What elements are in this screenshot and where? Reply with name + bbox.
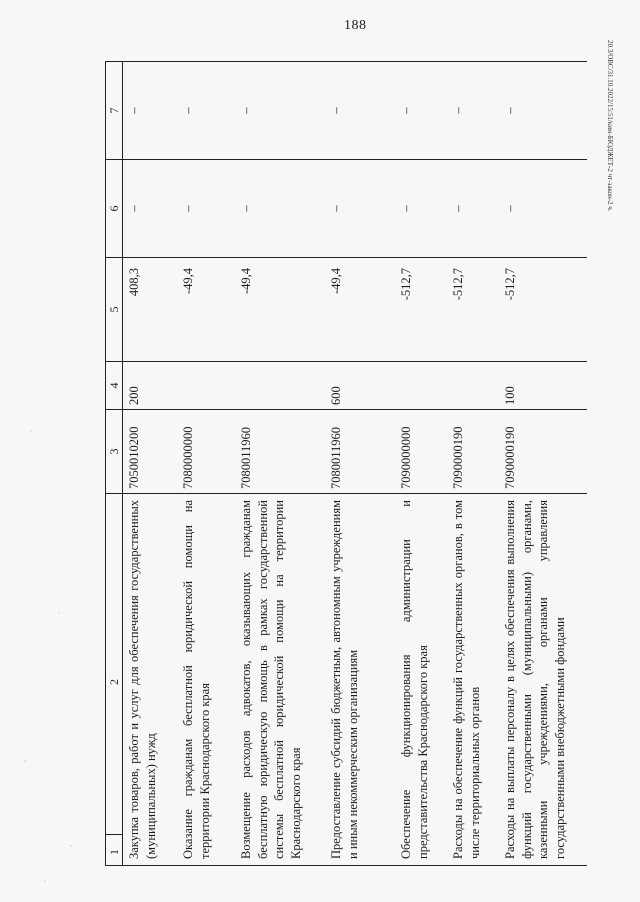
table-row — [325, 62, 395, 866]
row-code: 7080011960 — [325, 410, 395, 494]
row-col6: – — [499, 160, 587, 258]
row-name: Обеспечение функционирования администрации и представительства Краснодарского края — [395, 494, 447, 866]
side-stamp-text: 20.3/ОВС/31.10.2022/15:51/ким-БЮДЖЕТ-2 чт-закон-2 ч. — [606, 40, 614, 212]
header-cell-4: 4 — [106, 362, 123, 410]
row-col7: – — [447, 62, 499, 160]
row-col6: – — [325, 160, 395, 258]
row-sum: -49,4 — [177, 258, 235, 362]
row-sum: -49,4 — [235, 258, 325, 362]
table-row — [235, 62, 325, 866]
side-stamp — [600, 40, 620, 760]
row-code: 7050010200 — [123, 410, 177, 494]
row-name: Оказание гражданам бесплатной юридической помощи на территории Краснодарского края — [177, 494, 235, 866]
rotated-table — [105, 62, 585, 866]
row-col6: – — [447, 160, 499, 258]
row-name: Предоставление субсидий бюджетным, автономным учреждениям и иным некоммерческим организациям — [325, 494, 395, 866]
row-sum: 408,3 — [123, 258, 177, 362]
row-type — [177, 362, 235, 410]
row-sum: -512,7 — [395, 258, 447, 362]
scan-speck — [30, 430, 32, 432]
row-name: Закупка товаров, работ и услуг для обеспечения государственных (муниципальных) нужд — [123, 494, 177, 866]
row-sum: -512,7 — [447, 258, 499, 362]
row-code: 7080011960 — [235, 410, 325, 494]
header-label: 1 — [107, 849, 121, 855]
header-row — [106, 62, 123, 866]
row-col6: – — [235, 160, 325, 258]
row-col7: – — [499, 62, 587, 160]
table-row — [395, 62, 447, 866]
row-name: Возмещение расходов адвокатов, оказывающих гражданам бесплатную юридическую помощь в рамках государственной системы бесплатной юридической помощи на территории Краснодарского края — [235, 494, 325, 866]
row-type: 100 — [499, 362, 587, 410]
header-cell-7: 7 — [106, 62, 123, 160]
header-cell-1 — [106, 494, 123, 866]
table-row — [123, 62, 177, 866]
row-code: 7090000190 — [499, 410, 587, 494]
budget-table — [105, 61, 587, 866]
row-type — [395, 362, 447, 410]
page-number: 188 — [344, 18, 367, 33]
table-row — [447, 62, 499, 866]
row-col7: – — [395, 62, 447, 160]
row-col7: – — [325, 62, 395, 160]
row-sum: -512,7 — [499, 258, 587, 362]
header-cell-5: 5 — [106, 258, 123, 362]
row-code: 7090000000 — [395, 410, 447, 494]
row-col6: – — [177, 160, 235, 258]
scan-speck — [70, 845, 72, 847]
row-col7: – — [235, 62, 325, 160]
row-col7: – — [177, 62, 235, 160]
row-col7: – — [123, 62, 177, 160]
scan-speck — [24, 760, 27, 762]
table-holder — [105, 62, 585, 866]
table-row — [177, 62, 235, 866]
row-name: Расходы на выплаты персоналу в целях обеспечения выполнения функций государственными (муниципальными) органами, казенными учреждениями, органами управления государственными внебюджетными фондами — [499, 494, 587, 866]
header-cell-6: 6 — [106, 160, 123, 258]
scan-speck — [58, 612, 60, 614]
row-col6: – — [123, 160, 177, 258]
row-type — [235, 362, 325, 410]
header-cell-3: 3 — [106, 410, 123, 494]
row-name: Расходы на обеспечение функций государственных органов, в том числе территориальных органов — [447, 494, 499, 866]
row-type: 200 — [123, 362, 177, 410]
scan-speck — [44, 880, 46, 882]
row-type: 600 — [325, 362, 395, 410]
row-sum: -49,4 — [325, 258, 395, 362]
row-code: 7080000000 — [177, 410, 235, 494]
table-row — [499, 62, 587, 866]
row-col6: – — [395, 160, 447, 258]
row-code: 7090000190 — [447, 410, 499, 494]
row-type — [447, 362, 499, 410]
header-label: 2 — [107, 679, 121, 685]
